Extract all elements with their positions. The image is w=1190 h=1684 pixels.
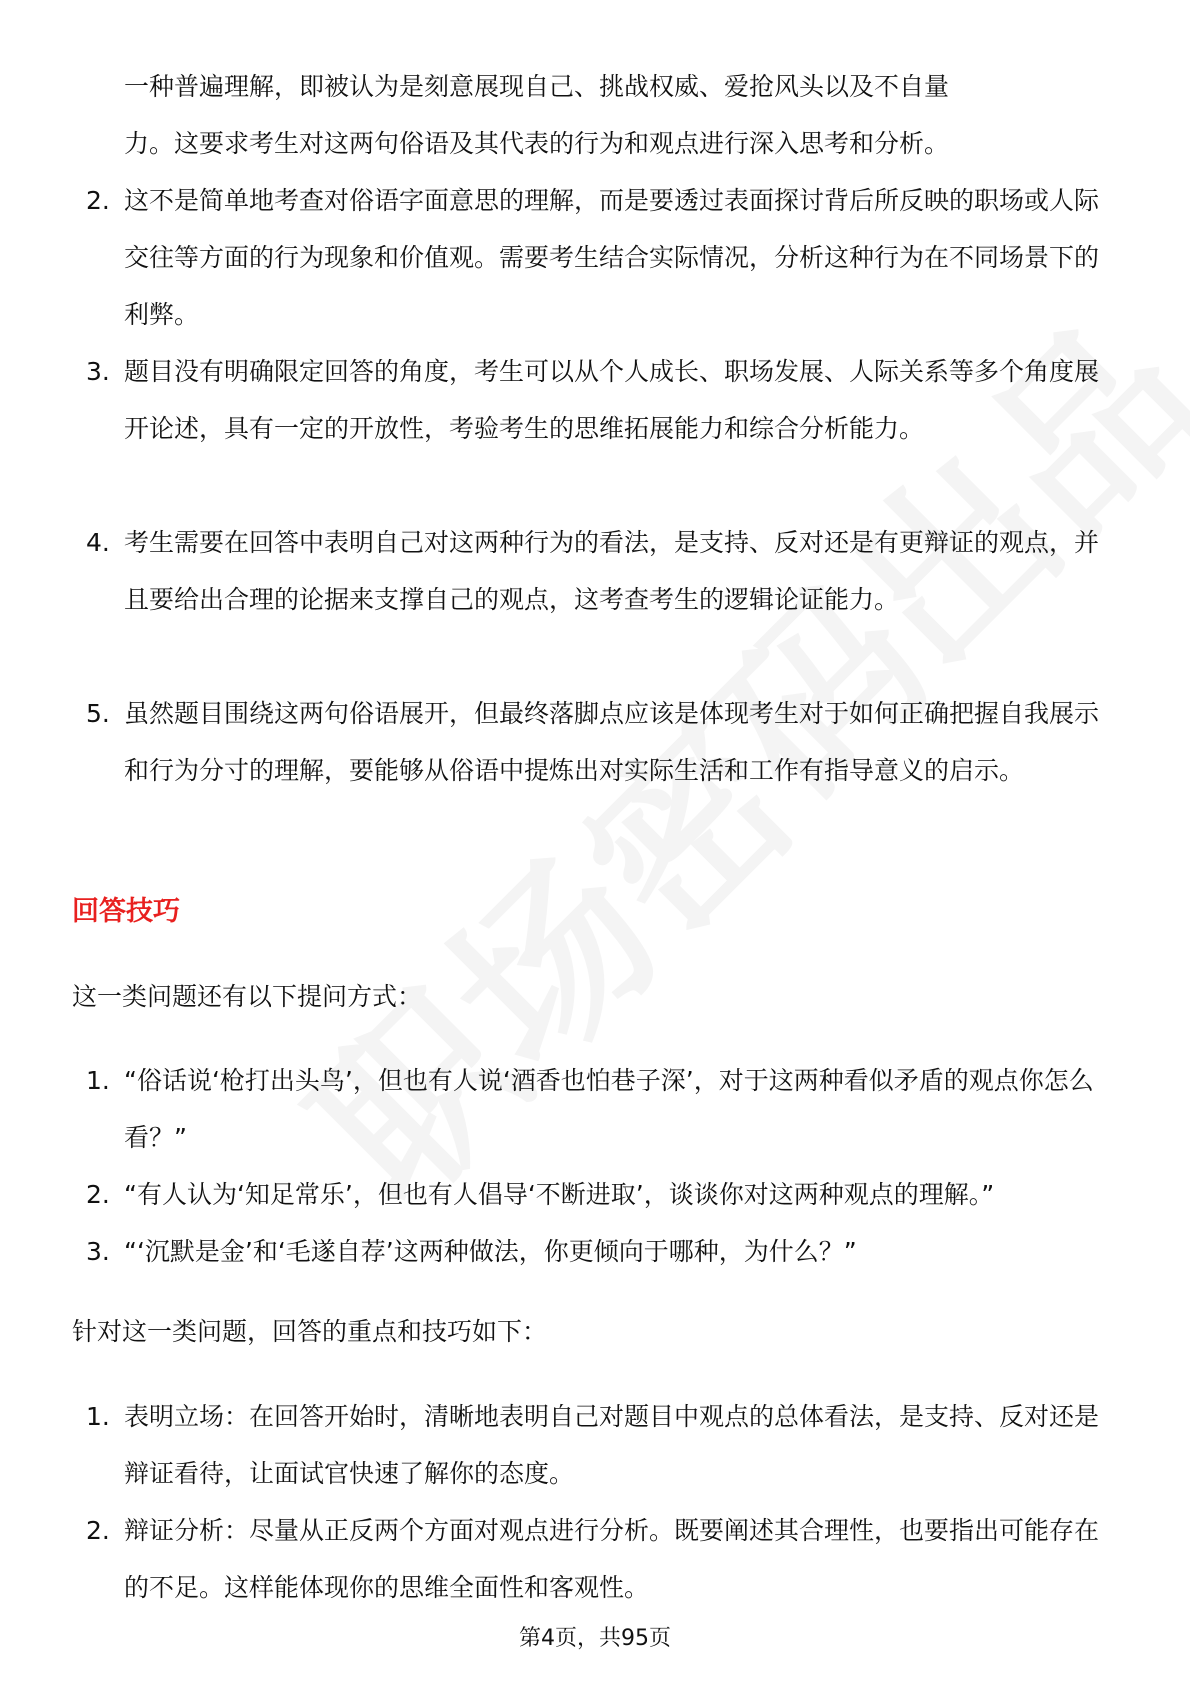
analysis-list [72,172,1122,856]
list-item: 3. 题目没有明确限定回答的角度，考生可以从个人成长、职场发展、人际关系等多个角度展开论述，具有一定的开放性，考验考生的思维拓展能力和综合分析能力。 [86,357,1100,443]
list-item: 1. “俗话说‘枪打出头鸟’，但也有人说‘酒香也怕巷子深’，对于这两种看似矛盾的观点你怎么看？” [86,1066,1094,1152]
list-item: 4. 考生需要在回答中表明自己对这两种行为的看法，是支持、反对还是有更辩证的观点，并且要给出合理的论据来支撑自己的观点，这考查考生的逻辑论证能力。 [86,528,1100,614]
intro-line-1: 一种普遍理解，即被认为是刻意展现自己、挑战权威、爱抢风头以及不自量 [124,72,950,101]
list-item: 2. “有人认为‘知足常乐’，但也有人倡导‘不断进取’，谈谈你对这两种观点的理解。” [86,1180,995,1209]
list-item: 2. 辩证分析：尽量从正反两个方面对观点进行分析。既要阐述其合理性，也要指出可能存在的不足。这样能体现你的思维全面性和客观性。 [86,1516,1100,1602]
list-item: 1. 表明立场：在回答开始时，清晰地表明自己对题目中观点的总体看法，是支持、反对还是辩证看待，让面试官快速了解你的态度。 [86,1402,1100,1488]
section-heading: 回答技巧 [72,896,180,927]
intro-line-2: 力。这要求考生对这两句俗语及其代表的行为和观点进行深入思考和分析。 [124,129,950,158]
alt-questions-list [72,1052,1132,1280]
tips-list [72,1388,1112,1616]
list-item: 5. 虽然题目围绕这两句俗语展开，但最终落脚点应该是体现考生对于如何正确把握自我展示和行为分寸的理解，要能够从俗语中提炼出对实际生活和工作有指导意义的启示。 [86,699,1100,785]
list-item: 3. “‘沉默是金’和‘毛遂自荐’这两种做法，你更倾向于哪种，为什么？” [86,1237,857,1266]
page-number: 第4页，共95页 [519,1626,671,1651]
list-item: 2. 这不是简单地考查对俗语字面意思的理解，而是要透过表面探讨背后所反映的职场或人际交往等方面的行为现象和价值观。需要考生结合实际情况，分析这种行为在不同场景下的利弊。 [86,186,1100,329]
tips-intro: 针对这一类问题，回答的重点和技巧如下： [72,1317,548,1346]
alt-questions-intro: 这一类问题还有以下提问方式： [72,982,423,1011]
